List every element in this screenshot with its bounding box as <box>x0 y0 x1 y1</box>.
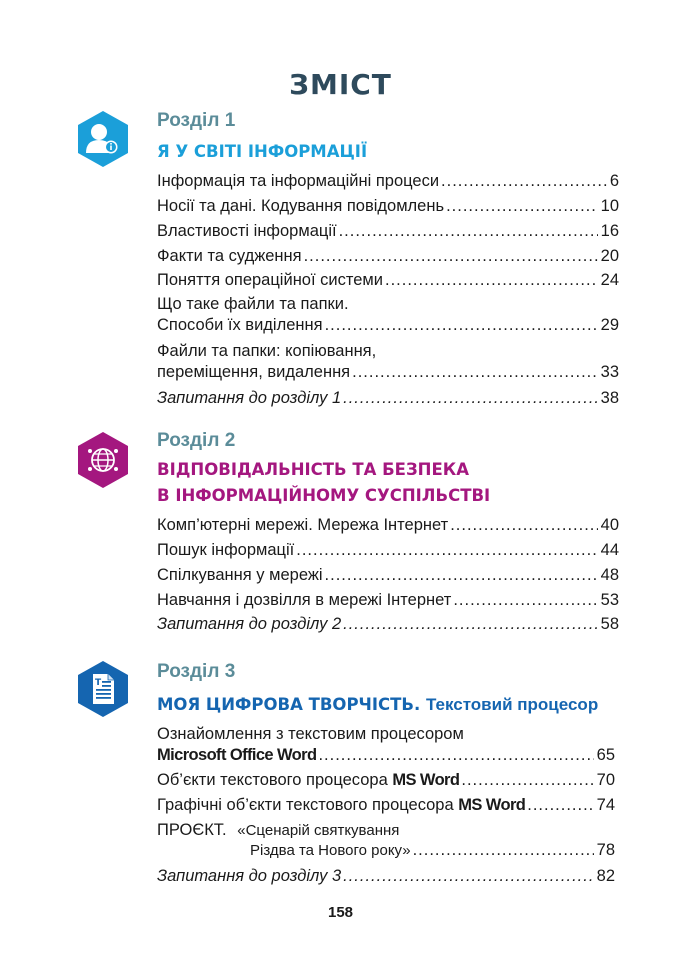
user-info-icon <box>77 110 129 168</box>
globe-network-icon <box>77 431 129 489</box>
page-number: 158 <box>327 904 354 921</box>
svg-text:T: T <box>95 678 102 688</box>
section-2-heading-line-1: ВІДПОВІДАЛЬНІСТЬ ТА БЕЗПЕКА <box>157 460 470 479</box>
section-3-heading <box>157 693 598 717</box>
toc-entry[interactable]: Поняття операційної системи ..... 24 <box>157 270 619 290</box>
toc-entry[interactable]: Графічні об’єкти текстового процесора MS Word ..... 74 <box>157 795 615 815</box>
section-3-heading-sub: Текстовий процесор <box>425 695 599 714</box>
toc-entry[interactable]: Інформація та інформаційні процеси ..... 6 <box>157 171 619 191</box>
toc-entry[interactable]: Комп’ютерні мережі. Мережа Інтернет ..... 40 <box>157 515 619 535</box>
toc-entry-questions[interactable]: Запитання до розділу 1 ..... 38 <box>157 388 619 408</box>
toc-entry[interactable]: Носії та дані. Кодування повідомлень ..... 10 <box>157 196 619 216</box>
text-document-icon <box>77 660 129 718</box>
toc-entry[interactable]: Способи їх виділення ..... 29 <box>157 315 619 335</box>
section-2-number: Розділ 2 <box>157 430 236 451</box>
toc-entry-line: Ознайомлення з текстовим процесором <box>157 725 464 743</box>
toc-entry-line: Файли та папки: копіювання, <box>157 342 377 360</box>
toc-entry-line: Що таке файли та папки. <box>157 295 349 313</box>
toc-entry[interactable]: Різдва та Нового року» ..... 78 <box>250 840 615 861</box>
toc-entry-line: ПРОЄКТ. «Сценарій святкування <box>157 821 400 839</box>
toc-entry[interactable]: Microsoft Office Word ..... 65 <box>157 745 615 765</box>
toc-entry[interactable]: Навчання і дозвілля в мережі Інтернет ..... 53 <box>157 590 619 610</box>
section-3-number: Розділ 3 <box>157 661 236 682</box>
toc-entry[interactable]: переміщення, видалення ..... 33 <box>157 362 619 382</box>
toc-entry[interactable]: Об’єкти текстового процесора MS Word ..... 70 <box>157 770 615 790</box>
toc-entry[interactable]: Спілкування у мережі ..... 48 <box>157 565 619 585</box>
section-1-number: Розділ 1 <box>157 110 236 131</box>
toc-entry-questions[interactable]: Запитання до розділу 2 ..... 58 <box>157 614 619 634</box>
section-1-heading: Я У СВІТІ ІНФОРМАЦІЇ <box>157 142 368 161</box>
page-title: ЗМІСТ <box>289 68 392 101</box>
toc-entry[interactable]: Властивості інформації ..... 16 <box>157 221 619 241</box>
project-label: ПРОЄКТ. <box>157 821 227 839</box>
toc-entry[interactable]: Факти та судження ..... 20 <box>157 246 619 266</box>
toc-entry-questions[interactable]: Запитання до розділу 3 ..... 82 <box>157 866 615 886</box>
section-3-heading-main: МОЯ ЦИФРОВА ТВОРЧІСТЬ. <box>157 695 421 714</box>
toc-entry[interactable]: Пошук інформації ..... 44 <box>157 540 619 560</box>
section-2-heading-line-2: В ІНФОРМАЦІЙНОМУ СУСПІЛЬСТВІ <box>157 486 491 505</box>
